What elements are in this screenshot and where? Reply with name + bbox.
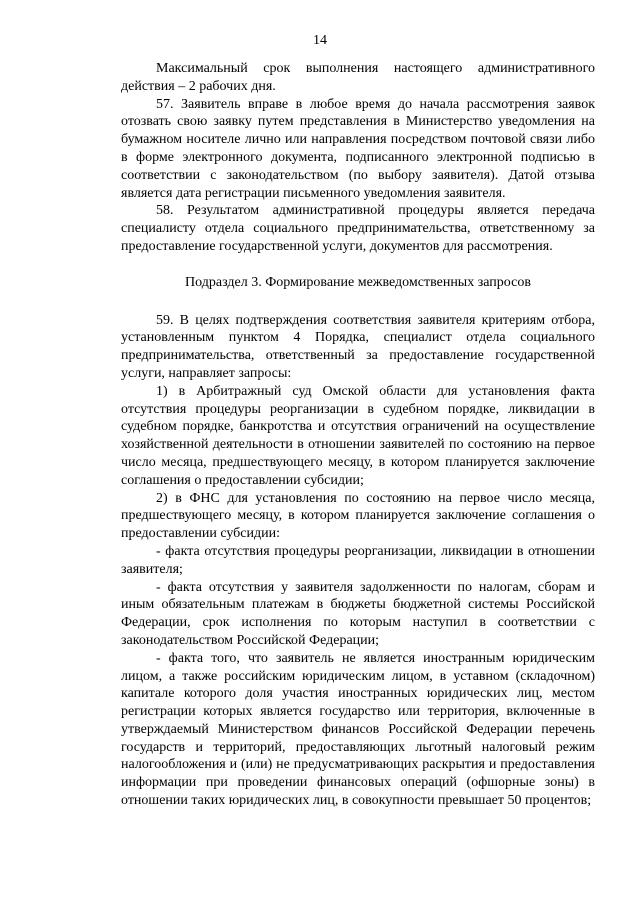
paragraph-58: 58. Результатом административной процедуры является передача специалисту отдела социального предпринимательства, ответственному за предоставление государственной услуги, документов для рассмотрения. (121, 203, 595, 254)
dash-item: - факта отсутствия у заявителя задолженности по налогам, сборам и иным обязательным платежам в бюджеты бюджетной системы Российской Федерации, срок исполнения по которым наступил в соответствии с законодательством Российской Федерации; (121, 579, 595, 648)
dash-item: - факта отсутствия процедуры реорганизации, ликвидации в отношении заявителя; (121, 543, 595, 577)
document-body (121, 60, 595, 810)
paragraph-59: 59. В целях подтверждения соответствия заявителя критериям отбора, установленным пунктом 4 Порядка, специалист отдела социального предпринимательства, ответственный за предоставление государственной услуги, направляет запросы: (121, 312, 595, 381)
subsection-heading: Подраздел 3. Формирование межведомственных запросов (185, 274, 531, 290)
paragraph-57: 57. Заявитель вправе в любое время до начала рассмотрения заявок отозвать свою заявку путем представления в Министерство уведомления на бумажном носителе лично или направления посредством почтовой связи либо в форме электронного документа, подписанного электронной подписью в соответствии с законодательством (по выбору заявителя). Датой отзыва является дата регистрации письменного уведомления заявителя. (121, 96, 595, 201)
paragraph: Максимальный срок выполнения настоящего административного (156, 61, 595, 76)
dash-item: - факта того, что заявитель не является иностранным юридическим лицом, а также российским юридическим лицом, в уставном (складочном) капитале которого доля участия иностранных юридических лиц, местом регистрации которых является государство или территория, включенные в утверждаемый Министерством финансов Российской Федерации перечень государств и территорий, предоставляющих льготный налоговый режим налогообложения и (или) не предусматривающих раскрытия и предоставления информации при проведении финансовых операций (офшорные зоны) в отношении таких юридических лиц, в совокупности превышает 50 процентов; (121, 650, 595, 809)
page-number: 14 (313, 33, 327, 48)
list-item: 2) в ФНС для установления по состоянию на первое число месяца, предшествующего месяцу, в котором планируется заключение соглашения о предоставлении субсидии: (121, 490, 595, 542)
list-item: 1) в Арбитражный суд Омской области для установления факта отсутствия процедуры реорганизации в судебном порядке, ликвидации в судебном порядке, банкротства и отсутствия ограничений на осуществление хозяйственной деятельности в отношении заявителей по состоянию на первое число месяца, предшествующего месяцу, в котором планируется заключение соглашения о предоставлении субсидии; (121, 383, 595, 488)
paragraph: действия – 2 рабочих дня. (121, 78, 276, 94)
